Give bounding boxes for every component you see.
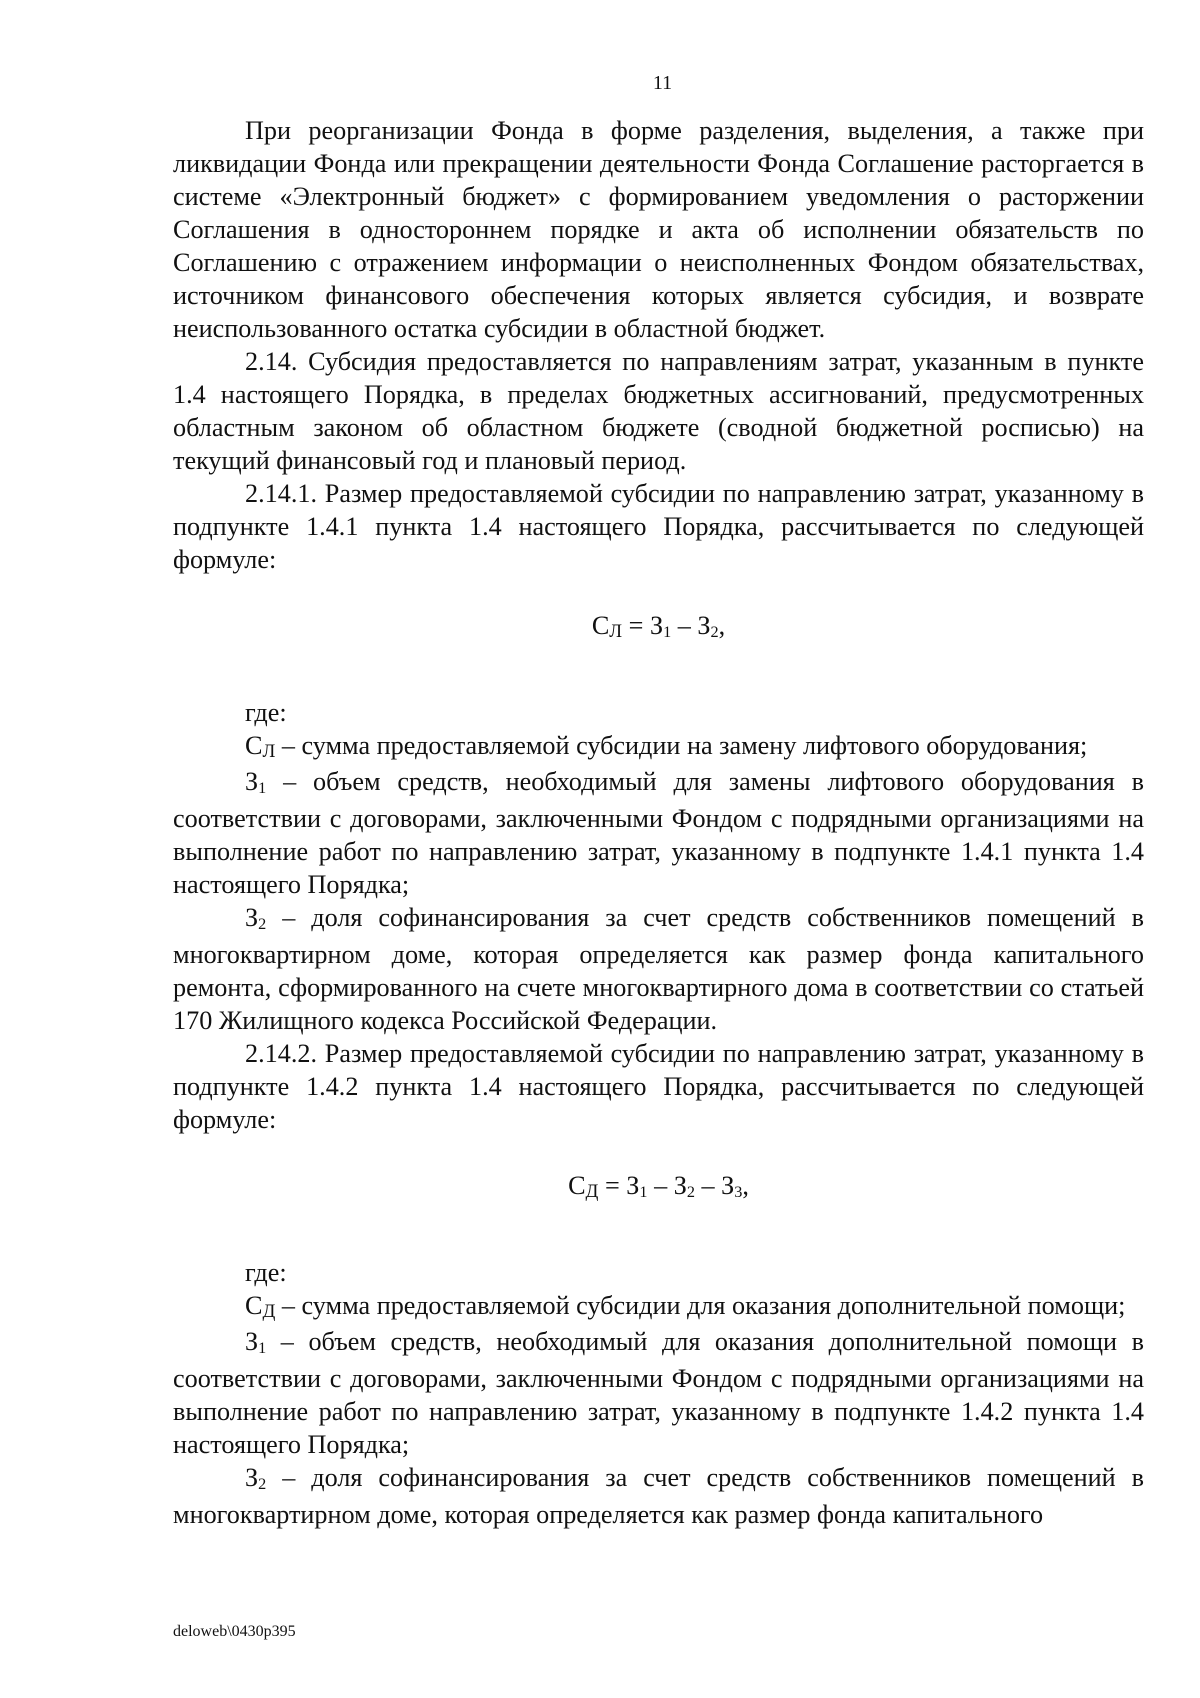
definition-text: – сумма предоставляемой субсидии на замену лифтового оборудования;	[275, 731, 1088, 760]
symbol: С	[245, 1291, 263, 1320]
formula-lhs: С	[591, 611, 610, 640]
definition-cl	[173, 729, 1144, 765]
formula-tail: ,	[718, 611, 726, 640]
definition-text: – объем средств, необходимый для оказания дополнительной помощи в соответствии с договорами, заключенными Фондом с подрядными организациями на выполнение работ по направлению затрат, указанному в подпункте 1.4.2 пункта 1.4 настоящего Порядка;	[173, 1327, 1144, 1459]
formula-lift-subsidy	[173, 609, 1144, 646]
symbol-subscript: 2	[258, 914, 267, 933]
formula-minus: – З	[671, 611, 711, 640]
where-label: где:	[245, 698, 287, 727]
formula-lhs-subscript: Л	[609, 621, 623, 643]
definition-text: – объем средств, необходимый для замены лифтового оборудования в соответствии с договорами, заключенными Фондом с подрядными организациями на выполнение работ по направлению затрат, указанному в подпункте 1.4.1 пункта 1.4 настоящего Порядка;	[173, 767, 1144, 899]
document-body	[173, 114, 1144, 1531]
formula-term2-subscript: 2	[710, 622, 719, 641]
definition-z2-additional	[173, 1461, 1144, 1531]
formula-additional-help-subsidy	[173, 1169, 1144, 1206]
paragraph-2-14: 2.14. Субсидия предоставляется по направлениям затрат, указанным в пункте 1.4 настоящего Порядка, в пределах бюджетных ассигнований, предусмотренных областным законом об областном бюджете (сводной бюджетной росписью) на текущий финансовый год и плановый период.	[173, 347, 1144, 475]
formula-lhs: С	[568, 1171, 586, 1200]
symbol-subscript: 2	[258, 1474, 267, 1493]
document-footer-code: deloweb\0430p395	[173, 1623, 296, 1640]
formula-minus: – З	[647, 1171, 687, 1200]
definition-z1-additional	[173, 1325, 1144, 1461]
formula-term3-subscript: 3	[734, 1182, 743, 1201]
page-number: 11	[652, 72, 673, 94]
paragraph-2-14-1: 2.14.1. Размер предоставляемой субсидии по направлению затрат, указанному в подпункте 1.4.1 пункта 1.4 настоящего Порядка, рассчитывается по следующей формуле:	[173, 479, 1144, 574]
formula-lhs-subscript: Д	[585, 1181, 599, 1203]
formula-tail: ,	[742, 1171, 749, 1200]
definition-text: – доля софинансирования за счет средств собственников помещений в многоквартирном доме, которая определяется как размер фонда капитального ремонта, сформированного на счете многоквартирного дома в соответствии со статьей 170 Жилищного кодекса Российской Федерации.	[173, 903, 1144, 1035]
formula-term1-subscript: 1	[663, 622, 672, 641]
definition-z2	[173, 901, 1144, 1037]
formula-eq: = З	[622, 611, 664, 640]
definition-text: – сумма предоставляемой субсидии для оказания дополнительной помощи;	[275, 1291, 1126, 1320]
paragraph-2-14-2: 2.14.2. Размер предоставляемой субсидии по направлению затрат, указанному в подпункте 1.4.2 пункта 1.4 настоящего Порядка, рассчитывается по следующей формуле:	[173, 1039, 1144, 1134]
formula-term1-subscript: 1	[639, 1182, 648, 1201]
symbol: З	[245, 903, 259, 932]
formula-term2-subscript: 2	[686, 1182, 695, 1201]
symbol: З	[245, 1327, 259, 1356]
formula-eq: = З	[598, 1171, 640, 1200]
symbol-subscript: 1	[258, 778, 267, 797]
formula-minus: – З	[694, 1171, 735, 1200]
definition-cd	[173, 1289, 1144, 1325]
symbol: З	[245, 767, 259, 796]
definition-z1	[173, 765, 1144, 901]
symbol: З	[245, 1463, 259, 1492]
symbol-subscript: Л	[262, 741, 276, 763]
where-label: где:	[245, 1258, 287, 1287]
symbol-subscript: Д	[262, 1301, 276, 1323]
definition-text: – доля софинансирования за счет средств собственников помещений в многоквартирном доме, которая определяется как размер фонда капитального	[173, 1463, 1144, 1529]
symbol: С	[245, 731, 263, 760]
symbol-subscript: 1	[258, 1338, 267, 1357]
paragraph-reorganization: При реорганизации Фонда в форме разделения, выделения, а также при ликвидации Фонда или прекращении деятельности Фонда Соглашение расторгается в системе «Электронный бюджет» с формированием уведомления о расторжении Соглашения в одностороннем порядке и акта об исполнении обязательств по Соглашению с отражением информации о неисполненных Фондом обязательствах, источником финансового обеспечения которых является субсидия, и возврате неиспользованного остатка субсидии в областной бюджет.	[173, 116, 1144, 343]
